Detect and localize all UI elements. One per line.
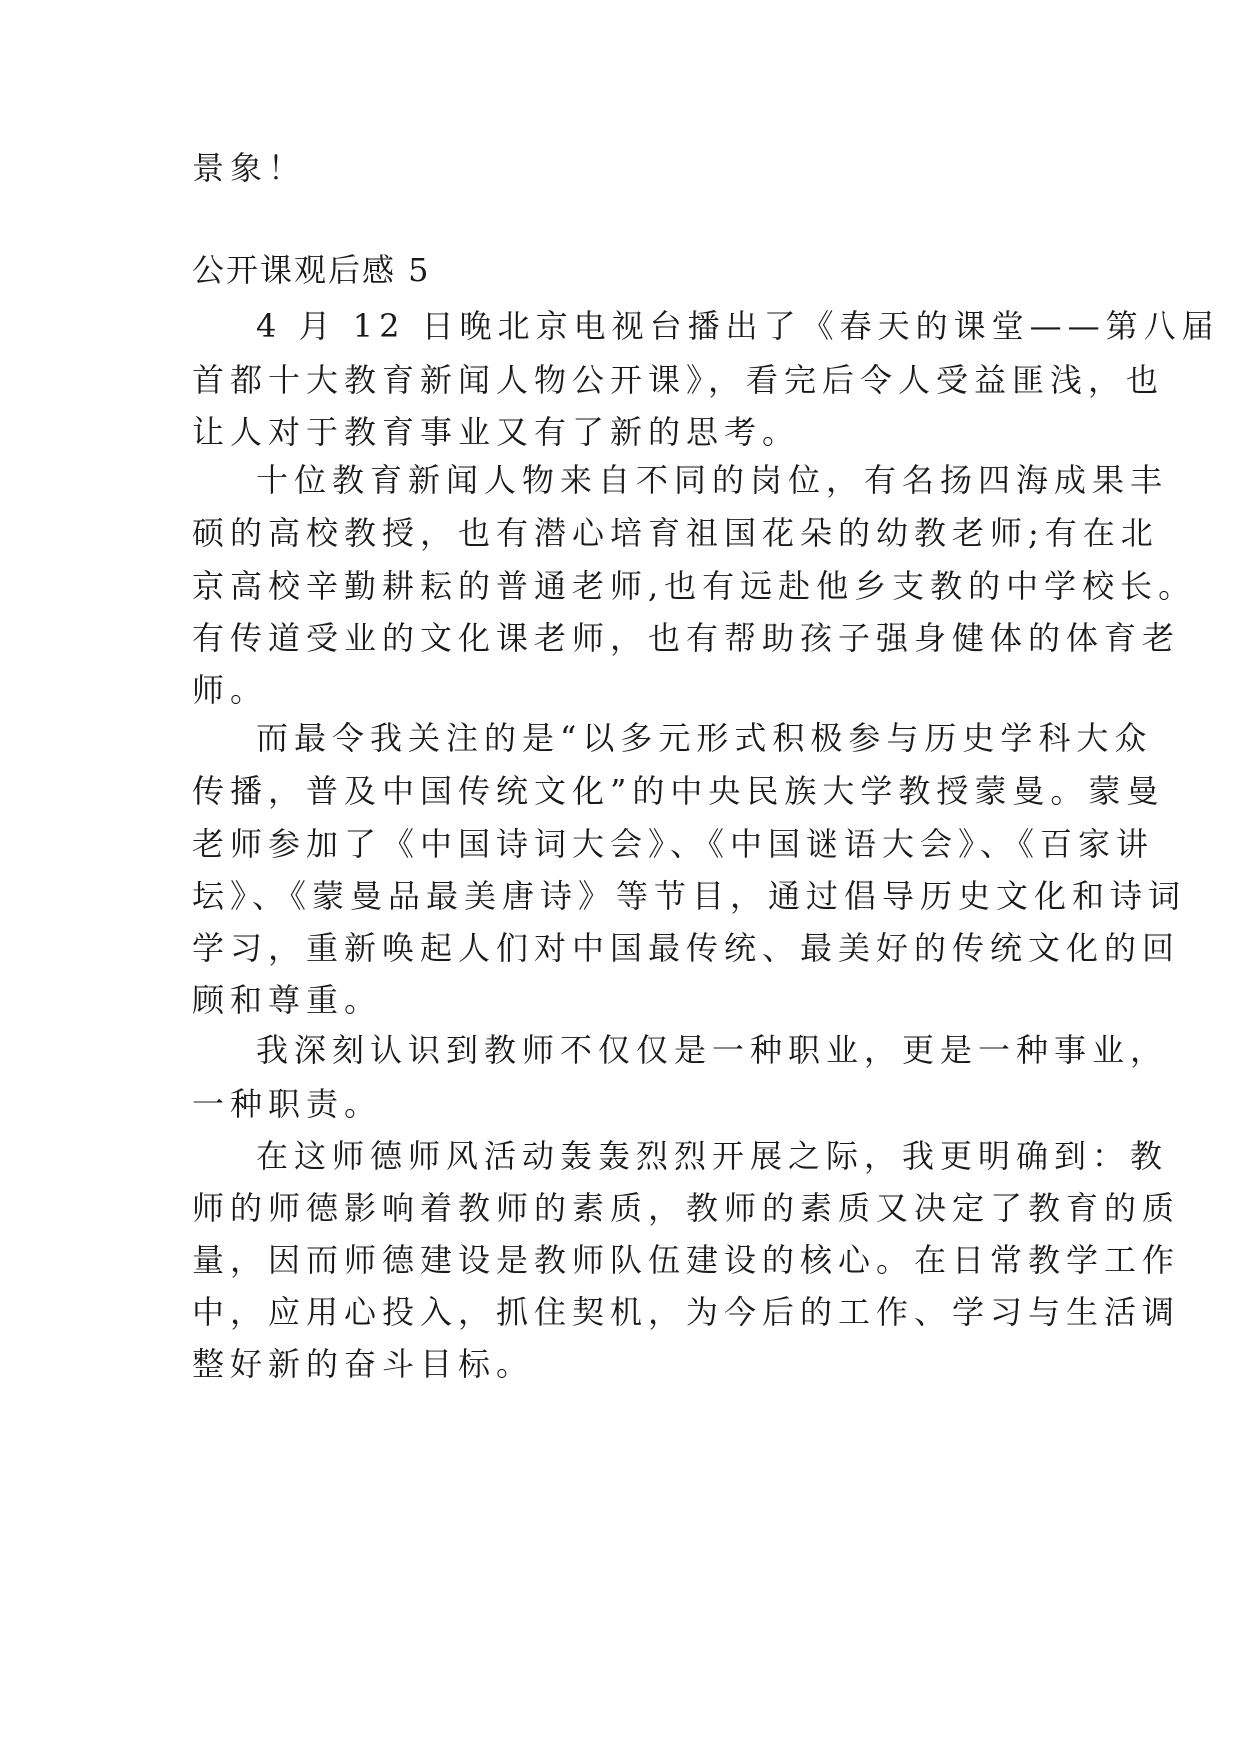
paragraph-2-line-4: 有传道受业的文化课老师，也有帮助孩子强身健体的体育老 <box>192 619 1181 657</box>
paragraph-5-line-1: 在这师德师风活动轰轰烈烈开展之际，我更明确到：教 <box>256 1137 1169 1175</box>
paragraph-4-line-2: 一种职责。 <box>192 1085 383 1123</box>
closing-line: 景象！ <box>192 149 307 187</box>
paragraph-5-line-5: 整好新的奋斗目标。 <box>192 1345 535 1383</box>
paragraph-5-line-2: 师的师德影响着教师的素质，教师的素质又决定了教育的质 <box>192 1189 1181 1227</box>
paragraph-4-line-1: 我深刻认识到教师不仅仅是一种职业，更是一种事业， <box>256 1031 1169 1069</box>
paragraph-2-line-1: 十位教育新闻人物来自不同的岗位，有名扬四海成果丰 <box>256 461 1169 499</box>
paragraph-1-line-1: 4 月 12 日晚北京电视台播出了《春天的课堂——第八届 <box>256 307 1220 345</box>
paragraph-3-line-3: 老师参加了《中国诗词大会》、《中国谜语大会》、《百家讲 <box>192 825 1155 863</box>
paragraph-5-line-4: 中，应用心投入，抓住契机，为今后的工作、学习与生活调 <box>192 1293 1181 1331</box>
paragraph-3-line-4: 坛》、《蒙曼品最美唐诗》等节目，通过倡导历史文化和诗词 <box>192 877 1187 915</box>
paragraph-1-line-2: 首都十大教育新闻人物公开课》，看完后令人受益匪浅，也 <box>192 361 1165 399</box>
paragraph-2-line-5: 师。 <box>192 671 269 709</box>
paragraph-3-line-6: 顾和尊重。 <box>192 981 383 1019</box>
paragraph-1-line-3: 让人对于教育事业又有了新的思考。 <box>192 413 801 451</box>
paragraph-3-line-2: 传播，普及中国传统文化”的中央民族大学教授蒙曼。蒙曼 <box>192 772 1165 810</box>
paragraph-2-line-3: 京高校辛勤耕耘的普通老师,也有远赴他乡支教的中学校长。 <box>192 567 1197 605</box>
paragraph-3-line-1: 而最令我关注的是“以多元形式积极参与历史学科大众 <box>256 719 1153 757</box>
paragraph-3-line-5: 学习，重新唤起人们对中国最传统、最美好的传统文化的回 <box>192 929 1181 967</box>
paragraph-2-line-2: 硕的高校教授，也有潜心培育祖国花朵的幼教老师;有在北 <box>192 514 1159 552</box>
section-heading: 公开课观后感 5 <box>192 251 431 289</box>
paragraph-5-line-3: 量，因而师德建设是教师队伍建设的核心。在日常教学工作 <box>192 1241 1181 1279</box>
